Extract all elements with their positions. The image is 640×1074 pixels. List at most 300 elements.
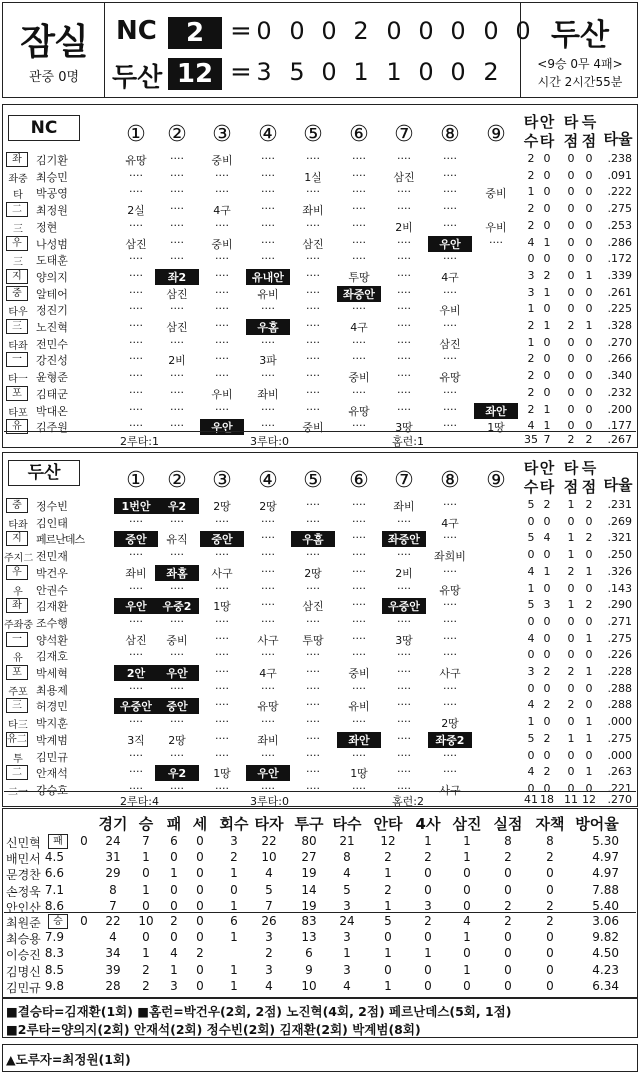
batter-stat: 0 bbox=[567, 152, 575, 165]
player-name: 박공영 bbox=[36, 187, 68, 201]
at-bat-result-cell: ···· bbox=[352, 335, 366, 349]
nc-stat-header-bottom: 점 bbox=[581, 132, 597, 150]
batter-stat: 2 bbox=[543, 698, 551, 712]
batting-average: .275 bbox=[607, 631, 632, 645]
at-bat-result-cell: 삼진 bbox=[125, 237, 147, 251]
batter-stat: 0 bbox=[527, 614, 535, 628]
batter-stat: 0 bbox=[567, 614, 575, 628]
pitcher-stat: 12 bbox=[380, 834, 396, 848]
player-name: 정수빈 bbox=[36, 500, 68, 513]
at-bat-result-cell: 유직 bbox=[166, 533, 188, 547]
batter-stat: 0 bbox=[527, 252, 535, 266]
at-bat-result-cell: ···· bbox=[352, 252, 366, 266]
nc-inning-header: ⑨ bbox=[486, 122, 506, 147]
player-name: 박계범 bbox=[36, 733, 68, 747]
batter-stat: 1 bbox=[567, 598, 575, 612]
pitching-header: 실점 bbox=[493, 815, 523, 833]
at-bat-result-cell: ···· bbox=[129, 548, 143, 562]
pitcher-stat: 8 bbox=[343, 850, 351, 865]
hit-result-cell: 좌홈 bbox=[155, 565, 199, 581]
at-bat-result-cell: ···· bbox=[129, 218, 143, 232]
batter-stat: 1 bbox=[567, 548, 575, 562]
at-bat-result-cell: ···· bbox=[215, 681, 229, 695]
batter-stat: 0 bbox=[543, 168, 551, 182]
batter-stat: 0 bbox=[527, 781, 535, 795]
player-name: 강승호 bbox=[36, 783, 68, 797]
at-bat-result-cell: ···· bbox=[129, 514, 143, 528]
home-inning-score: 0 bbox=[321, 58, 337, 86]
nc-stat-header-bottom: 점 bbox=[563, 132, 579, 150]
at-bat-result-cell: 사구 bbox=[439, 783, 461, 797]
pitcher-stat: 3 bbox=[170, 978, 178, 993]
pitcher-name: 문경찬 bbox=[6, 868, 41, 883]
player-name: 박지훈 bbox=[36, 717, 68, 731]
pitcher-stat: 83 bbox=[301, 914, 317, 928]
position-label: 우 bbox=[13, 586, 23, 598]
at-bat-result-cell: 4구 bbox=[259, 667, 277, 680]
pitcher-stat: 0 bbox=[463, 898, 471, 913]
batter-stat: 0 bbox=[543, 631, 551, 645]
at-bat-result-cell: ···· bbox=[170, 402, 184, 416]
away-inning-score: 2 bbox=[353, 17, 369, 45]
hit-result-cell: 우홈 bbox=[246, 319, 290, 335]
at-bat-result-cell: ···· bbox=[129, 335, 143, 349]
away-inning-score: 0 bbox=[515, 17, 531, 45]
pitcher-stat: 1 bbox=[463, 962, 471, 977]
at-bat-result-cell: ···· bbox=[443, 531, 457, 545]
away-inning-score: 0 bbox=[321, 17, 337, 45]
at-bat-result-cell: ···· bbox=[397, 648, 411, 662]
home-equals: = bbox=[230, 57, 252, 87]
batter-stat: 1 bbox=[567, 531, 575, 545]
batter-stat: 0 bbox=[567, 285, 575, 299]
batter-stat: 0 bbox=[585, 748, 593, 762]
position-label: 유 bbox=[13, 653, 23, 665]
batter-stat: 2 bbox=[567, 319, 575, 332]
doosan-stat-header-bottom: 타 bbox=[539, 478, 555, 496]
position-badge: 유 bbox=[6, 419, 28, 434]
nc-footer-divider bbox=[4, 431, 636, 432]
batter-stat: 0 bbox=[567, 514, 575, 528]
batter-stat: 0 bbox=[585, 581, 593, 595]
at-bat-result-cell: ···· bbox=[261, 614, 275, 628]
pitcher-stat: 2 bbox=[142, 978, 150, 993]
pitcher-stat: 1 bbox=[170, 866, 178, 881]
at-bat-result-cell: ···· bbox=[443, 698, 457, 712]
batter-stat: 0 bbox=[567, 252, 575, 266]
pitcher-stat: 0 bbox=[463, 866, 471, 881]
at-bat-result-cell: 사구 bbox=[257, 633, 279, 647]
batter-stat: 0 bbox=[585, 681, 593, 695]
batter-stat: 2 bbox=[543, 498, 551, 511]
at-bat-result-cell: ···· bbox=[215, 514, 229, 528]
at-bat-result-cell: 중비 bbox=[348, 371, 370, 385]
batter-stat: 0 bbox=[585, 352, 593, 366]
at-bat-result-cell: ···· bbox=[306, 268, 320, 282]
at-bat-result-cell: 2땅 bbox=[441, 717, 459, 731]
batting-average: .339 bbox=[607, 268, 632, 282]
pitcher-stat: 0 bbox=[384, 962, 392, 977]
batting-average: .275 bbox=[607, 731, 632, 745]
batting-average: .000 bbox=[607, 748, 632, 762]
player-name: 김태군 bbox=[36, 387, 68, 401]
at-bat-result-cell: ···· bbox=[261, 402, 275, 416]
batter-stat: 0 bbox=[585, 698, 593, 712]
batter-stat: 2 bbox=[527, 202, 535, 216]
at-bat-result-cell: ···· bbox=[129, 285, 143, 299]
batter-stat: 1 bbox=[567, 498, 575, 511]
at-bat-result-cell: 좌비 bbox=[257, 387, 279, 401]
hit-result-cell: 좌안 bbox=[337, 732, 381, 748]
pitcher-stat: 1 bbox=[142, 850, 150, 865]
at-bat-result-cell: ···· bbox=[306, 548, 320, 562]
batter-stat: 1 bbox=[585, 319, 593, 332]
doosan-inning-header: ④ bbox=[258, 468, 278, 493]
nc-footer-avg: .267 bbox=[607, 433, 632, 446]
pitcher-stat: 4 bbox=[170, 946, 178, 961]
pitching-header: 승 bbox=[138, 815, 154, 833]
at-bat-result-cell: 2땅 bbox=[168, 733, 186, 747]
nc-stat-header-top: 타 bbox=[563, 113, 579, 131]
batter-stat: 4 bbox=[527, 765, 535, 779]
pitcher-stat: 21 bbox=[339, 834, 355, 848]
player-name: 도태훈 bbox=[36, 254, 68, 268]
nc-footer-total: 2 bbox=[585, 433, 593, 446]
at-bat-result-cell: ···· bbox=[397, 402, 411, 416]
batter-stat: 0 bbox=[585, 385, 593, 399]
nc-inning-header: ② bbox=[167, 122, 187, 147]
batter-stat: 0 bbox=[543, 352, 551, 366]
at-bat-result-cell: 삼진 bbox=[393, 170, 415, 184]
at-bat-result-cell: 투땅 bbox=[348, 270, 370, 284]
pitcher-name: 배민서 bbox=[6, 852, 41, 867]
notes-line-1: ■결승타=김재환(1회) ■홈런=박건우(2회, 2점) 노진혁(4회, 2점) 페르난데스(5회, 1점) bbox=[6, 1004, 512, 1019]
player-name: 김주원 bbox=[36, 421, 68, 435]
pitcher-stat: 2 bbox=[504, 914, 512, 928]
at-bat-result-cell: 1땅 bbox=[487, 421, 505, 435]
at-bat-result-cell: 2땅 bbox=[259, 500, 277, 513]
doosan-inning-header: ⑧ bbox=[440, 468, 460, 493]
batter-stat: 2 bbox=[543, 268, 551, 282]
away-inning-score: 0 bbox=[289, 17, 305, 45]
at-bat-result-cell: ···· bbox=[215, 748, 229, 762]
at-bat-result-cell: 사구 bbox=[211, 566, 233, 580]
position-label: 二一 bbox=[8, 786, 28, 798]
at-bat-result-cell: ···· bbox=[352, 531, 366, 545]
position-label: 타좌 bbox=[8, 519, 28, 531]
entry-inning: 8.6 bbox=[44, 898, 64, 913]
at-bat-result-cell: ···· bbox=[170, 514, 184, 528]
batter-stat: 0 bbox=[567, 202, 575, 216]
at-bat-result-cell: ···· bbox=[306, 185, 320, 199]
doosan-footer-total: 11 bbox=[564, 793, 578, 806]
at-bat-result-cell: 2비 bbox=[395, 566, 413, 580]
at-bat-result-cell: ···· bbox=[170, 335, 184, 349]
batter-stat: 0 bbox=[585, 152, 593, 165]
entry-inning: 6.6 bbox=[44, 866, 64, 881]
batter-stat: 2 bbox=[585, 498, 593, 511]
batting-average: .250 bbox=[607, 548, 632, 562]
batter-stat: 2 bbox=[567, 698, 575, 712]
nc-inning-header: ⑧ bbox=[440, 122, 460, 147]
at-bat-result-cell: 1땅 bbox=[213, 600, 231, 614]
at-bat-result-cell: 1땅 bbox=[213, 767, 231, 781]
doosan-stat-header-bottom: 점 bbox=[563, 478, 579, 496]
batter-stat: 2 bbox=[527, 385, 535, 399]
pitcher-stat: 0 bbox=[80, 914, 88, 928]
pitching-header: 자책 bbox=[535, 815, 565, 833]
batter-stat: 0 bbox=[543, 548, 551, 562]
at-bat-result-cell: ···· bbox=[352, 419, 366, 433]
batter-stat: 3 bbox=[543, 598, 551, 612]
batter-stat: 0 bbox=[543, 252, 551, 266]
at-bat-result-cell: ···· bbox=[215, 402, 229, 416]
player-name: 안재석 bbox=[36, 767, 68, 781]
at-bat-result-cell: 유땅 bbox=[439, 583, 461, 597]
at-bat-result-cell: ···· bbox=[352, 302, 366, 316]
hit-result-cell: 우안 bbox=[114, 598, 158, 614]
position-badge: 중 bbox=[6, 286, 28, 301]
at-bat-result-cell: ···· bbox=[443, 252, 457, 266]
at-bat-result-cell: ···· bbox=[215, 268, 229, 282]
nc-stat-header-bottom: 수 bbox=[523, 132, 539, 150]
batter-stat: 1 bbox=[527, 581, 535, 595]
at-bat-result-cell: 사구 bbox=[439, 667, 461, 680]
pitcher-stat: 1 bbox=[384, 866, 392, 881]
pitcher-stat: 0 bbox=[504, 978, 512, 993]
batter-stat: 0 bbox=[585, 202, 593, 216]
doosan-inning-header: ① bbox=[126, 468, 146, 493]
at-bat-result-cell: 좌비 bbox=[257, 733, 279, 747]
pitcher-stat: 0 bbox=[504, 962, 512, 977]
at-bat-result-cell: ···· bbox=[443, 598, 457, 612]
entry-inning: 9.8 bbox=[44, 978, 64, 993]
decision-badge: 패 bbox=[48, 834, 68, 849]
at-bat-result-cell: ···· bbox=[129, 419, 143, 433]
at-bat-result-cell: 중비 bbox=[211, 154, 233, 167]
hit-result-cell: 우안 bbox=[428, 236, 472, 252]
at-bat-result-cell: ···· bbox=[397, 152, 411, 165]
batter-stat: 0 bbox=[567, 715, 575, 729]
position-label: 三 bbox=[13, 257, 23, 269]
player-name: 최용제 bbox=[36, 683, 68, 697]
nc-inning-header: ⑥ bbox=[349, 122, 369, 147]
at-bat-result-cell: ···· bbox=[170, 152, 184, 165]
entry-inning: 8.3 bbox=[44, 946, 64, 961]
player-name: 안권수 bbox=[36, 583, 68, 597]
batter-stat: 1 bbox=[585, 631, 593, 645]
pitcher-stat: 1 bbox=[463, 850, 471, 865]
at-bat-result-cell: ···· bbox=[397, 335, 411, 349]
home-inning-score: 2 bbox=[483, 58, 499, 86]
at-bat-result-cell: ···· bbox=[170, 614, 184, 628]
pitcher-stat: 0 bbox=[504, 946, 512, 961]
at-bat-result-cell: ···· bbox=[215, 731, 229, 745]
at-bat-result-cell: ···· bbox=[129, 681, 143, 695]
pitcher-stat: 0 bbox=[504, 930, 512, 945]
nc-inning-header: ③ bbox=[212, 122, 232, 147]
hit-result-cell: 중안 bbox=[114, 531, 158, 547]
at-bat-result-cell: 4구 bbox=[441, 516, 459, 530]
at-bat-result-cell: 4구 bbox=[441, 270, 459, 284]
pitcher-stat: 2 bbox=[504, 898, 512, 913]
decision-badge: 승 bbox=[48, 914, 68, 929]
home-score: 12 bbox=[168, 58, 222, 90]
pitcher-stat: 2 bbox=[384, 882, 392, 897]
at-bat-result-cell: ···· bbox=[129, 765, 143, 779]
hit-result-cell: 우안 bbox=[200, 419, 244, 435]
pitcher-stat: 3 bbox=[265, 930, 273, 945]
at-bat-result-cell: ···· bbox=[170, 235, 184, 249]
pitcher-stat: 39 bbox=[105, 962, 121, 977]
pitcher-stat: 1 bbox=[384, 978, 392, 993]
batter-stat: 2 bbox=[527, 352, 535, 366]
position-badge: 三 bbox=[6, 319, 28, 334]
at-bat-result-cell: ···· bbox=[129, 648, 143, 662]
batter-stat: 2 bbox=[543, 665, 551, 678]
at-bat-result-cell: ···· bbox=[397, 514, 411, 528]
at-bat-result-cell: ···· bbox=[215, 302, 229, 316]
position-badge: 좌 bbox=[6, 598, 28, 613]
batter-stat: 0 bbox=[543, 648, 551, 662]
pitcher-stat: 4 bbox=[343, 978, 351, 993]
at-bat-result-cell: ···· bbox=[306, 352, 320, 366]
pitcher-stat: 1 bbox=[463, 834, 471, 848]
at-bat-result-cell: ···· bbox=[306, 648, 320, 662]
batter-stat: 1 bbox=[585, 765, 593, 779]
batter-stat: 0 bbox=[567, 168, 575, 182]
pitcher-stat: 29 bbox=[105, 866, 121, 881]
at-bat-result-cell: ···· bbox=[306, 581, 320, 595]
batter-stat: 1 bbox=[527, 335, 535, 349]
batting-average: .328 bbox=[607, 319, 632, 332]
at-bat-result-cell: ···· bbox=[397, 665, 411, 678]
pitcher-stat: 0 bbox=[463, 978, 471, 993]
hit-result-cell: 우중안 bbox=[382, 598, 426, 614]
at-bat-result-cell: ···· bbox=[170, 369, 184, 383]
pitcher-stat: 1 bbox=[230, 930, 238, 945]
hit-result-cell: 좌2 bbox=[155, 269, 199, 285]
at-bat-result-cell: ···· bbox=[261, 531, 275, 545]
batter-stat: 0 bbox=[585, 302, 593, 316]
batter-stat: 1 bbox=[527, 185, 535, 199]
at-bat-result-cell: 중비 bbox=[166, 633, 188, 647]
at-bat-result-cell: 우비 bbox=[485, 220, 507, 234]
pitching-header: 회수 bbox=[219, 815, 249, 833]
player-name: 강진성 bbox=[36, 354, 68, 368]
nc-stat-header-bottom: 타 bbox=[539, 132, 555, 150]
position-badge: 포 bbox=[6, 386, 28, 401]
at-bat-result-cell: ···· bbox=[261, 202, 275, 216]
at-bat-result-cell: 중비 bbox=[348, 667, 370, 680]
nc-footer-homers: 홈런:1 bbox=[392, 435, 424, 448]
at-bat-result-cell: ···· bbox=[261, 218, 275, 232]
at-bat-result-cell: ···· bbox=[306, 731, 320, 745]
pitcher-era: 5.30 bbox=[592, 834, 619, 848]
at-bat-result-cell: ···· bbox=[397, 548, 411, 562]
winner-team: 두산 bbox=[551, 18, 609, 53]
pitcher-stat: 1 bbox=[424, 946, 432, 961]
pitcher-stat: 0 bbox=[170, 882, 178, 897]
at-bat-result-cell: ···· bbox=[129, 185, 143, 199]
at-bat-result-cell: ···· bbox=[215, 335, 229, 349]
batter-stat: 0 bbox=[567, 419, 575, 433]
at-bat-result-cell: ···· bbox=[352, 352, 366, 366]
pitcher-stat: 1 bbox=[463, 930, 471, 945]
batter-stat: 0 bbox=[567, 335, 575, 349]
batter-stat: 0 bbox=[527, 548, 535, 562]
batting-average: .238 bbox=[607, 152, 632, 165]
batting-average: .266 bbox=[607, 352, 632, 366]
at-bat-result-cell: ···· bbox=[306, 781, 320, 795]
at-bat-result-cell: ···· bbox=[306, 748, 320, 762]
batting-average: .275 bbox=[607, 202, 632, 216]
pitcher-stat: 1 bbox=[424, 834, 432, 848]
at-bat-result-cell: ···· bbox=[215, 369, 229, 383]
pitcher-stat: 7 bbox=[142, 834, 150, 848]
at-bat-result-cell: ···· bbox=[352, 235, 366, 249]
batting-average: .269 bbox=[607, 514, 632, 528]
at-bat-result-cell: ···· bbox=[215, 614, 229, 628]
pitching-header: 패 bbox=[166, 815, 182, 833]
batter-stat: 1 bbox=[585, 564, 593, 578]
pitcher-stat: 0 bbox=[196, 850, 204, 865]
at-bat-result-cell: ···· bbox=[261, 715, 275, 729]
at-bat-result-cell: ···· bbox=[129, 748, 143, 762]
nc-inning-header: ⑦ bbox=[394, 122, 414, 147]
batting-average: .286 bbox=[607, 235, 632, 249]
doosan-stat-header-bottom: 점 bbox=[581, 478, 597, 496]
position-badge: 우 bbox=[6, 236, 28, 251]
doosan-stat-header-top: 타 bbox=[563, 459, 579, 477]
pitcher-stat: 0 bbox=[142, 930, 150, 945]
pitcher-stat: 9 bbox=[305, 962, 313, 977]
pitching-divider bbox=[4, 912, 636, 913]
batter-stat: 0 bbox=[543, 715, 551, 729]
game-duration: 시간 2시간55분 bbox=[537, 75, 623, 89]
at-bat-result-cell: ···· bbox=[397, 581, 411, 595]
at-bat-result-cell: ···· bbox=[261, 235, 275, 249]
doosan-stat-header-top: 득 bbox=[581, 459, 597, 477]
batter-stat: 1 bbox=[585, 665, 593, 678]
position-label: 투 bbox=[13, 753, 23, 765]
batter-stat: 0 bbox=[567, 781, 575, 795]
doosan-stat-header-bottom: 수 bbox=[523, 478, 539, 496]
at-bat-result-cell: 삼진 bbox=[302, 237, 324, 251]
at-bat-result-cell: 좌비 bbox=[302, 204, 324, 218]
batter-stat: 3 bbox=[527, 285, 535, 299]
player-name: 노진혁 bbox=[36, 321, 68, 334]
pitcher-stat: 0 bbox=[170, 898, 178, 913]
at-bat-result-cell: ···· bbox=[261, 648, 275, 662]
at-bat-result-cell: ···· bbox=[397, 185, 411, 199]
at-bat-result-cell: ···· bbox=[129, 715, 143, 729]
batting-average: .253 bbox=[607, 218, 632, 232]
batter-stat: 4 bbox=[527, 564, 535, 578]
at-bat-result-cell: 2땅 bbox=[213, 500, 231, 513]
pitcher-stat: 6 bbox=[170, 834, 178, 848]
away-equals: = bbox=[230, 16, 252, 46]
pitcher-era: 4.97 bbox=[592, 866, 619, 881]
batter-stat: 0 bbox=[567, 352, 575, 366]
pitcher-stat: 0 bbox=[424, 978, 432, 993]
batter-stat: 1 bbox=[585, 731, 593, 745]
pitcher-stat: 4 bbox=[109, 930, 117, 945]
at-bat-result-cell: ···· bbox=[306, 218, 320, 232]
pitcher-stat: 2 bbox=[546, 898, 554, 913]
position-badge: 우 bbox=[6, 565, 28, 580]
hit-result-cell: 2안 bbox=[114, 665, 158, 681]
